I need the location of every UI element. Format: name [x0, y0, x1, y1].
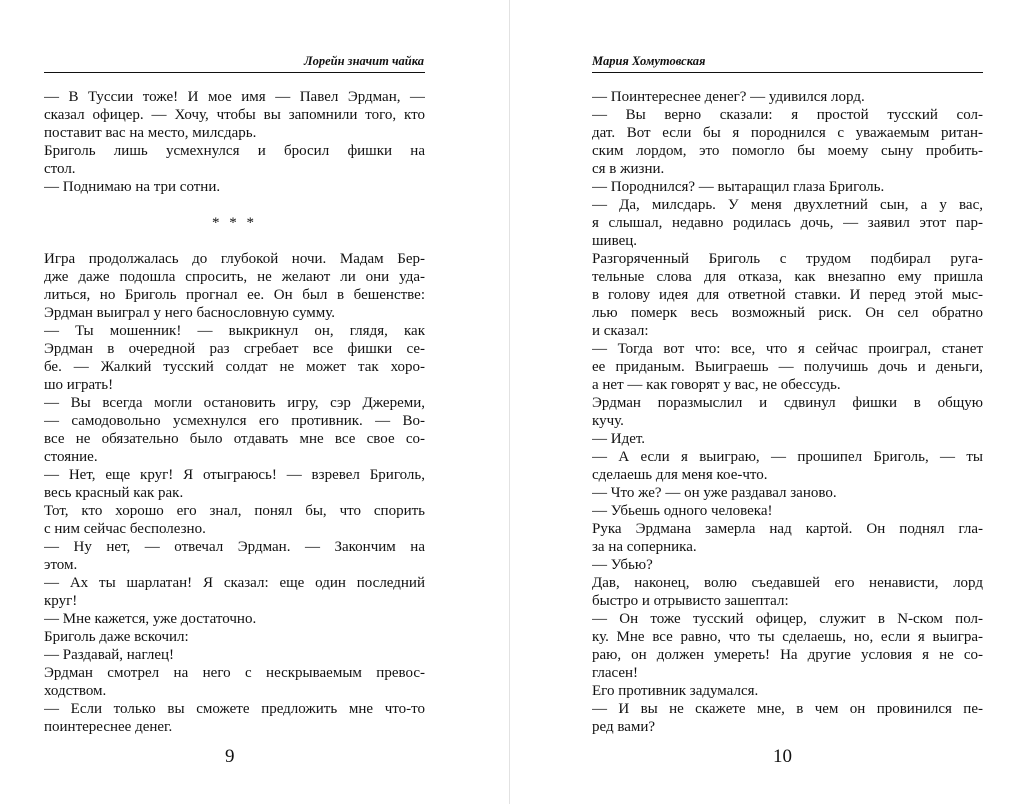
- text-line: Тот, кто хорошо его знал, понял бы, что спорить: [44, 503, 425, 519]
- text-line: — Да, милсдарь. У меня двухлетний сын, а у вас,: [592, 197, 983, 213]
- text-line: сделаешь для меня кое-что.: [592, 467, 768, 483]
- text-line: — В Туссии тоже! И мое имя — Павел Эрдман, —: [44, 89, 425, 105]
- text-line: я слышал, недавно родилась дочь, — заявил этот пар-: [592, 215, 983, 231]
- running-head: Лорейн значит чайка: [304, 54, 424, 68]
- text-line: — Что же? — он уже раздавал заново.: [592, 485, 837, 501]
- text-line: — А если я выиграю, — прошипел Бриголь, — ты: [592, 449, 983, 465]
- text-line: — Породнился? — вытаращил глаза Бриголь.: [592, 179, 885, 195]
- text-line: ку. Мне все равно, что ты сделаешь, но, если я выигра-: [592, 629, 983, 645]
- running-head: Мария Хомутовская: [592, 54, 706, 68]
- text-line: шо играть!: [44, 377, 114, 393]
- text-line: бе. — Жалкий тусский солдат не может так хоро-: [44, 359, 425, 375]
- text-line: — Ты мошенник! — выкрикнул он, глядя, как: [44, 323, 425, 339]
- text-line: гласен!: [592, 665, 639, 681]
- text-line: Разгоряченный Бриголь с трудом подбирал руга-: [592, 251, 983, 267]
- text-line: — Нет, еще круг! Я отыграюсь! — взревел Бриголь,: [44, 467, 425, 483]
- text-line: — Убью?: [592, 557, 653, 573]
- text-line: Рука Эрдмана замерла над картой. Он поднял гла-: [592, 521, 983, 537]
- header-rule: [592, 72, 983, 73]
- page-text: [592, 88, 983, 736]
- text-line: быстро и отрывисто зашептал:: [592, 593, 789, 609]
- text-line: поставит вас на место, милсдарь.: [44, 125, 257, 141]
- text-line: Эрдман в очередной раз сгребает все фишки се-: [44, 341, 425, 357]
- text-line: раю, он должен умереть! На другие условия я не со-: [592, 647, 983, 663]
- blank-line: [44, 196, 425, 214]
- page-number: 10: [773, 746, 792, 767]
- text-line: Дав, наконец, волю съедавшей его ненависти, лорд: [592, 575, 983, 591]
- text-line: — Поднимаю на три сотни.: [44, 179, 221, 195]
- text-line: — Идет.: [592, 431, 646, 447]
- text-line: — Если только вы сможете предложить мне что-то: [44, 701, 425, 717]
- text-line: — самодовольно усмехнулся его противник. — Во-: [44, 413, 425, 429]
- text-line: все не обязательно было отдавать мне все свое со-: [44, 431, 425, 447]
- left-page: [0, 0, 509, 804]
- text-line: весь красный как рак.: [44, 485, 184, 501]
- page-number: 9: [225, 746, 235, 767]
- text-line: — Ах ты шарлатан! Я сказал: еще один последний: [44, 575, 425, 591]
- right-page: [510, 0, 1021, 804]
- text-line: ее приданым. Выиграешь — получишь дочь и деньги,: [592, 359, 983, 375]
- text-line: ским лордом, это помогло бы моему сыну пробить-: [592, 143, 983, 159]
- text-line: Игра продолжалась до глубокой ночи. Мадам Бер-: [44, 251, 425, 267]
- text-line: — И вы не скажете мне, в чем он провинился пе-: [592, 701, 983, 717]
- text-line: в голову идея для ответной ставки. И перед этой мыс-: [592, 287, 983, 303]
- text-line: — Убьешь одного человека!: [592, 503, 773, 519]
- text-line: ред вами?: [592, 719, 656, 735]
- text-line: за на соперника.: [592, 539, 697, 555]
- text-line: кучу.: [592, 413, 624, 429]
- text-line: стояние.: [44, 449, 98, 465]
- text-line: с ним сейчас бесполезно.: [44, 521, 206, 537]
- text-line: сказал офицер. — Хочу, чтобы вы запомнили того, кто: [44, 107, 425, 123]
- text-line: — Раздавай, наглец!: [44, 647, 175, 663]
- text-line: Его противник задумался.: [592, 683, 759, 699]
- text-line: и сказал:: [592, 323, 649, 339]
- text-line: круг!: [44, 593, 78, 609]
- text-line: дже даже подошла спросить, не желают ли они уда-: [44, 269, 425, 285]
- text-line: Эрдман поразмыслил и сдвинул фишки в общую: [592, 395, 983, 411]
- text-line: — Он тоже тусский офицер, служит в N-ском пол-: [592, 611, 983, 627]
- blank-line: [44, 232, 425, 250]
- text-line: лью померк весь возможный риск. Он сел обратно: [592, 305, 983, 321]
- text-line: — Вы всегда могли остановить игру, сэр Джереми,: [44, 395, 425, 411]
- text-line: Эрдман смотрел на него с нескрываемым превос-: [44, 665, 425, 681]
- text-line: — Тогда вот что: все, что я сейчас проиграл, станет: [592, 341, 983, 357]
- text-line: — Мне кажется, уже достаточно.: [44, 611, 257, 627]
- text-line: шивец.: [592, 233, 638, 249]
- text-line: — Вы верно сказали: я простой тусский сол-: [592, 107, 983, 123]
- text-line: поинтереснее денег.: [44, 719, 173, 735]
- text-line: Эрдман выиграл у него баснословную сумму.: [44, 305, 336, 321]
- text-line: дат. Вот если бы я породнился с уважаемым ритан-: [592, 125, 983, 141]
- text-line: Бриголь лишь усмехнулся и бросил фишки на: [44, 143, 425, 159]
- text-line: тельные слова для отказа, как внезапно ему пришла: [592, 269, 983, 285]
- text-line: стол.: [44, 161, 76, 177]
- text-line: Бриголь даже вскочил:: [44, 629, 189, 645]
- text-line: ся в жизни.: [592, 161, 665, 177]
- text-line: этом.: [44, 557, 78, 573]
- text-line: — Поинтереснее денег? — удивился лорд.: [592, 89, 865, 105]
- text-line: — Ну нет, — отвечал Эрдман. — Закончим на: [44, 539, 425, 555]
- page-text: [44, 88, 425, 736]
- header-rule: [44, 72, 425, 73]
- text-line: ходством.: [44, 683, 107, 699]
- section-separator: * * *: [212, 215, 257, 231]
- text-line: литься, но Бриголь прогнал ее. Он был в бешенстве:: [44, 287, 425, 303]
- text-line: а нет — как говорят у вас, не обессудь.: [592, 377, 841, 393]
